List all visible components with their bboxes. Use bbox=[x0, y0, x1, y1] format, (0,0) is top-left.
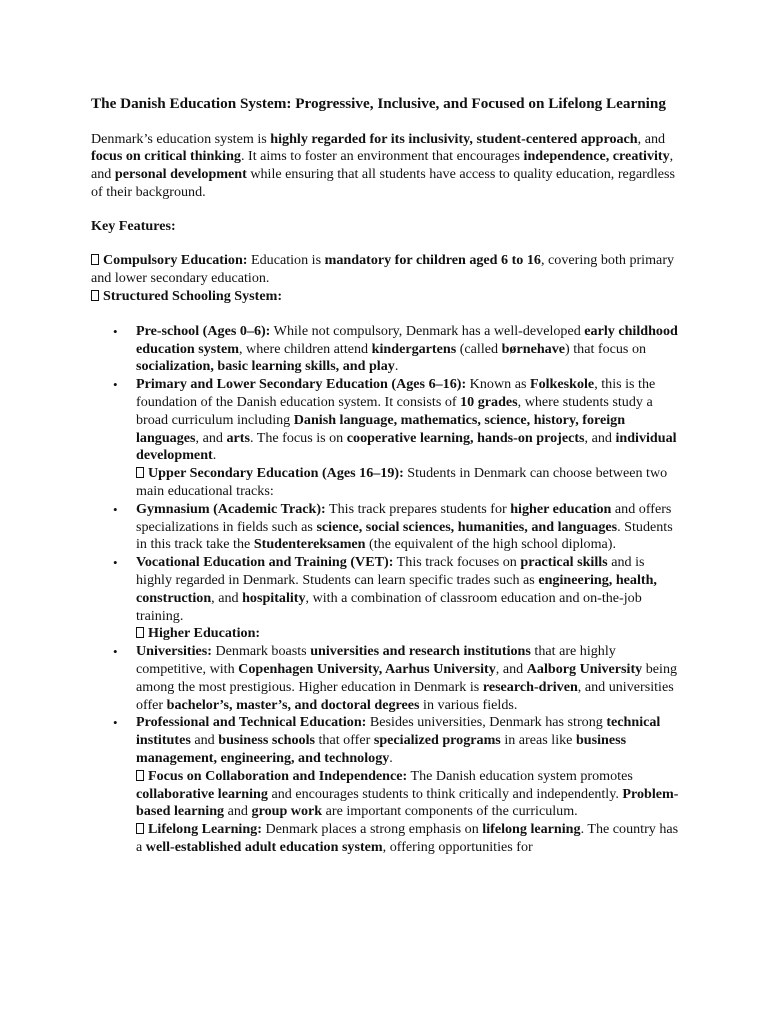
bold-text: Vocational Education and Training (VET): bbox=[136, 554, 394, 571]
bold-text: Professional and Technical Education: bbox=[136, 714, 367, 731]
bold-text: business schools bbox=[218, 732, 315, 749]
text: Students in Denmark can choose between two main educational tracks: bbox=[136, 465, 668, 500]
sub-section-line bbox=[136, 465, 681, 501]
text: and encourages students to think critically and independently. bbox=[267, 785, 623, 802]
bold-text: technical institutes bbox=[136, 714, 661, 749]
text: . bbox=[394, 358, 399, 375]
text: This track focuses on bbox=[393, 554, 521, 571]
text: , this is the foundation of the Danish education system. It consists of bbox=[136, 376, 656, 411]
bold-text: focus on critical thinking bbox=[91, 148, 241, 165]
text: Education is bbox=[247, 252, 325, 269]
sub-section-line bbox=[136, 768, 681, 821]
bold-text: Focus on Collaboration and Independence: bbox=[148, 767, 408, 784]
missing-glyph-icon bbox=[136, 627, 144, 638]
text: . The focus is on bbox=[249, 429, 347, 446]
bold-text: engineering, health, construction bbox=[136, 572, 657, 606]
intro-paragraph bbox=[91, 131, 681, 202]
list-item-text bbox=[136, 501, 681, 554]
bold-text: Structured Schooling System: bbox=[103, 288, 283, 305]
bold-text: business management, engineering, and technology bbox=[136, 732, 627, 766]
structured-schooling-line bbox=[91, 288, 681, 306]
compulsory-education-line bbox=[91, 252, 681, 288]
bold-text: practical skills bbox=[520, 554, 608, 571]
document-page bbox=[91, 93, 681, 857]
bold-text: bachelor’s, master’s, and doctoral degrees bbox=[166, 696, 420, 713]
bullet-icon: • bbox=[113, 501, 118, 517]
text: (the equivalent of the high school diploma). bbox=[365, 536, 617, 553]
text: being among the most prestigious. Higher education in Denmark is bbox=[136, 661, 678, 695]
text: , where students study a broad curriculum including bbox=[136, 394, 653, 428]
text: in various fields. bbox=[419, 696, 518, 713]
bold-text: higher education bbox=[510, 500, 612, 517]
bold-text: Compulsory Education: bbox=[103, 252, 248, 269]
text: while ensuring that all students have access to quality education, regardless of their background. bbox=[91, 166, 675, 200]
text: , with a combination of classroom education and on-the-job training. bbox=[136, 589, 642, 624]
list-item-preschool bbox=[91, 323, 681, 376]
list-item-gymnasium bbox=[91, 501, 681, 554]
bullet-icon: • bbox=[113, 323, 118, 339]
list-item-text bbox=[136, 643, 681, 714]
missing-glyph-icon bbox=[136, 823, 144, 834]
text: , and bbox=[584, 429, 616, 446]
text: While not compulsory, Denmark has a well-developed bbox=[270, 322, 585, 339]
bold-text: mandatory for children aged 6 to 16 bbox=[324, 252, 541, 269]
text: , offering opportunities for bbox=[382, 838, 533, 855]
bold-text: early childhood education system bbox=[136, 322, 678, 357]
bold-text: Higher Education: bbox=[148, 625, 261, 642]
bold-text: Gymnasium (Academic Track): bbox=[136, 500, 326, 517]
text: , and universities offer bbox=[136, 678, 674, 713]
bold-text: highly regarded for its inclusivity, student-centered approach bbox=[270, 130, 638, 147]
bold-text: individual development bbox=[136, 429, 677, 464]
bold-text: Folkeskole bbox=[529, 376, 595, 393]
text: , and bbox=[495, 661, 527, 678]
list-item-text bbox=[136, 554, 681, 625]
bold-text: Danish language, mathematics, science, history, foreign languages bbox=[136, 411, 626, 446]
missing-glyph-icon bbox=[136, 770, 144, 781]
text: that offer bbox=[314, 732, 374, 749]
bold-text: independence, creativity bbox=[523, 148, 670, 165]
text: and offers specializations in fields such as bbox=[136, 500, 672, 535]
text: in areas like bbox=[500, 732, 576, 749]
text: , and bbox=[91, 148, 674, 183]
text: , where children attend bbox=[238, 340, 372, 357]
bullet-icon: • bbox=[113, 377, 118, 393]
text: and bbox=[224, 803, 252, 820]
list-item-vet bbox=[91, 554, 681, 643]
bold-text: Studentereksamen bbox=[253, 536, 366, 553]
bold-text: personal development bbox=[114, 166, 247, 183]
bold-text: Upper Secondary Education (Ages 16–19): bbox=[148, 465, 404, 482]
text: , and bbox=[195, 429, 227, 446]
text: and bbox=[190, 732, 219, 749]
text: and is highly regarded in Denmark. Students can learn specific trades such as bbox=[136, 554, 645, 589]
bold-text: Universities: bbox=[136, 643, 212, 660]
text: This track prepares students for bbox=[325, 500, 511, 517]
list-item-professional-technical bbox=[91, 714, 681, 856]
bullet-icon: • bbox=[113, 555, 118, 571]
bold-text: Copenhagen University, Aarhus University bbox=[238, 661, 496, 678]
bold-text: lifelong learning bbox=[482, 821, 581, 838]
text: , covering both primary and lower secondary education. bbox=[91, 252, 675, 287]
list-item-text bbox=[136, 714, 681, 767]
list-item-text bbox=[136, 376, 681, 465]
bold-text: collaborative learning bbox=[136, 785, 268, 802]
text: Denmark boasts bbox=[211, 643, 311, 660]
text: Denmark places a strong emphasis on bbox=[261, 821, 483, 838]
text: are important components of the curriculum. bbox=[322, 803, 578, 820]
bold-text: group work bbox=[251, 803, 323, 820]
text: . The country has a bbox=[136, 821, 679, 855]
text: The Danish education system promotes bbox=[407, 767, 633, 784]
missing-glyph-icon bbox=[91, 254, 99, 265]
text: Known as bbox=[466, 376, 530, 393]
bold-text: børnehave bbox=[501, 340, 566, 357]
missing-glyph-icon bbox=[91, 290, 99, 301]
bold-text: Aalborg University bbox=[526, 661, 643, 678]
text: . Students in this track take the bbox=[136, 518, 673, 553]
bold-text: well-established adult education system bbox=[145, 838, 383, 855]
list-item-text bbox=[136, 323, 681, 376]
text: Denmark’s education system is bbox=[91, 130, 271, 147]
bullet-icon: • bbox=[113, 644, 118, 660]
bold-text: Pre-school (Ages 0–6): bbox=[136, 322, 271, 339]
list-item-universities bbox=[91, 643, 681, 714]
bold-text: Lifelong Learning: bbox=[148, 821, 262, 838]
bold-text: socialization, basic learning skills, and play bbox=[136, 358, 395, 375]
bold-text: cooperative learning, hands-on projects bbox=[346, 429, 585, 446]
bold-text: arts bbox=[226, 429, 250, 446]
list-item-primary-lower-secondary bbox=[91, 376, 681, 501]
sub-section-line bbox=[136, 821, 681, 857]
text: . bbox=[389, 750, 393, 766]
text: , and bbox=[637, 130, 666, 147]
bold-text: science, social sciences, humanities, and languages bbox=[316, 518, 618, 535]
key-features-heading: Key Features: bbox=[91, 217, 176, 234]
bold-text: universities and research institutions bbox=[310, 643, 531, 660]
text: , and bbox=[211, 589, 243, 606]
text: that are highly competitive, with bbox=[136, 643, 616, 678]
bold-text: Problem-based learning bbox=[136, 785, 679, 820]
bold-text: Primary and Lower Secondary Education (Ages 6–16): bbox=[136, 376, 467, 393]
sub-section-line bbox=[136, 625, 681, 643]
bold-text: specialized programs bbox=[373, 732, 501, 749]
text: . bbox=[212, 447, 217, 464]
bold-text: research-driven bbox=[482, 678, 578, 695]
bold-text: kindergartens bbox=[371, 340, 457, 357]
features-list bbox=[91, 323, 681, 857]
document-title: The Danish Education System: Progressive, Inclusive, and Focused on Lifelong Learning bbox=[91, 95, 666, 112]
text: Besides universities, Denmark has strong bbox=[366, 714, 607, 731]
text: (called bbox=[456, 340, 502, 357]
bold-text: hospitality bbox=[242, 589, 306, 606]
text: ) that focus on bbox=[565, 340, 647, 357]
missing-glyph-icon bbox=[136, 467, 144, 478]
bullet-icon: • bbox=[113, 715, 118, 731]
bold-text: 10 grades bbox=[460, 394, 518, 411]
text: . It aims to foster an environment that encourages bbox=[240, 148, 524, 165]
